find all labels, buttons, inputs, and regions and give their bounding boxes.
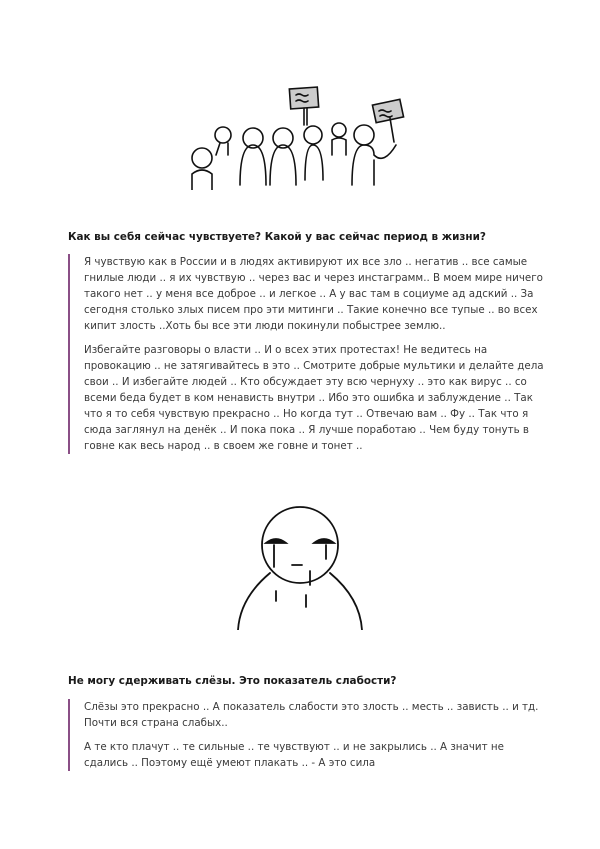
answer-paragraph: А те кто плачут .. те сильные .. те чувствуют .. и не закрылись .. А значит не сдались .. Поэтому ещё умеют плакать .. - А это сила — [84, 741, 504, 769]
answer-quote — [68, 254, 546, 454]
crying-figure-illustration — [230, 505, 370, 630]
answer-paragraph: Слёзы это прекрасно .. А показатель слабости это злость .. месть .. зависть .. и тд. Почти вся страна слабых.. — [84, 701, 539, 729]
question-heading: Не могу сдерживать слёзы. Это показатель слабости? — [68, 675, 397, 687]
answer-quote — [68, 699, 546, 771]
answer-paragraph: Я чувствую как в России и в людях активируют их все зло .. негатив .. все самые гнилые люди .. я их чувствую .. через вас и через инстаграмм.. В моем мире ничего такого нет .. у меня все доброе .. и легкое .. А у вас там в социуме ад адский .. За сегодня столько злых писем про эти митинги .. Такие конечно все тупые .. во всех кипит злость ..Хоть бы все эти люди покинули побыстрее землю.. — [84, 256, 543, 332]
question-heading: Как вы себя сейчас чувствуете? Какой у вас сейчас период в жизни? — [68, 231, 486, 243]
angry-crowd-illustration — [180, 80, 420, 190]
answer-paragraph: Избегайте разговоры о власти .. И о всех этих протестах! Не ведитесь на провокацию .. не затягивайтесь в это .. Смотрите добрые мультики и делайте дела свои .. И избегайте людей .. Кто обсуждает эту всю чернуху .. это как вирус .. со всеми беда будет в ком ненависть внутри .. Ибо это ошибка и заблуждение .. Так что я то себя чувствую прекрасно .. Но когда тут .. Отвечаю вам .. Фу .. Так что я сюда заглянул на денёк .. И пока пока .. Я лучше поработаю .. Чем буду тонуть в говне как весь народ .. в своем же говне и тонет .. — [84, 344, 544, 452]
